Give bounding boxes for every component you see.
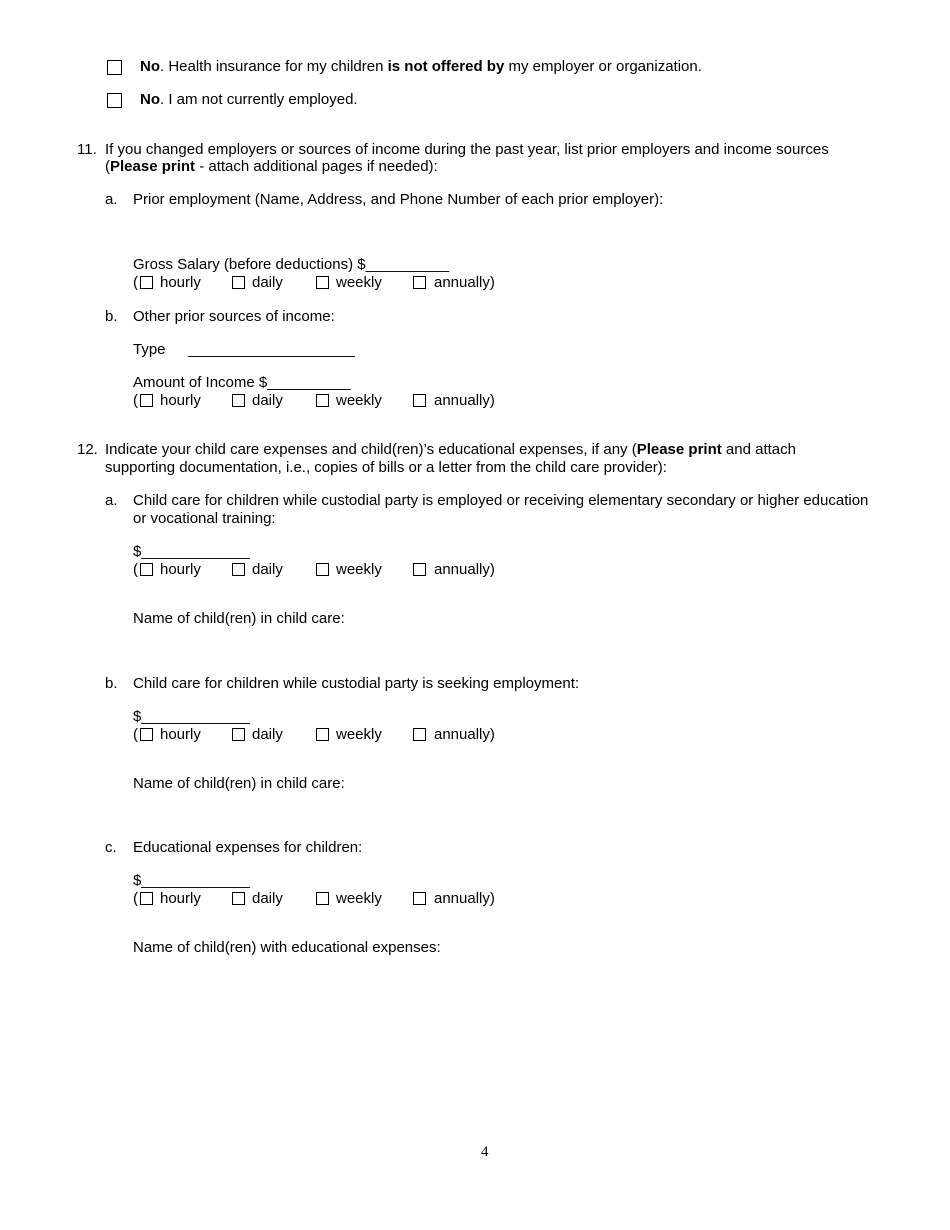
q12c-child-name-label: Name of child(ren) with educational expenses: — [133, 939, 441, 956]
q12a-annually-checkbox[interactable] — [413, 563, 426, 576]
q11-text-line1: If you changed employers or sources of income during the past year, list prior employers and income sources — [105, 141, 829, 158]
q11a-annually-label: annually) — [434, 274, 495, 291]
q12b-daily-label: daily — [252, 726, 283, 743]
q11b-hourly-checkbox[interactable] — [140, 394, 153, 407]
q11a-weekly-label: weekly — [336, 274, 382, 291]
q12a-letter: a. — [105, 492, 118, 509]
q11-number: 11. — [77, 141, 97, 158]
q12b-daily-checkbox[interactable] — [232, 728, 245, 741]
q12-number: 12. — [77, 441, 98, 458]
q11a-daily-label: daily — [252, 274, 283, 291]
not-employed-checkbox[interactable] — [107, 93, 122, 108]
q11a-annually-checkbox[interactable] — [413, 276, 426, 289]
q12c-letter: c. — [105, 839, 117, 856]
q12-text-line2: supporting documentation, i.e., copies of bills or a letter from the child care provider): — [105, 459, 667, 476]
q11b-weekly-checkbox[interactable] — [316, 394, 329, 407]
q12-text-line1: Indicate your child care expenses and child(ren)’s educational expenses, if any (Please print and attach — [105, 441, 796, 458]
q11b-annually-checkbox[interactable] — [413, 394, 426, 407]
q12a-daily-checkbox[interactable] — [232, 563, 245, 576]
q11b-daily-label: daily — [252, 392, 283, 409]
q12b-text: Child care for children while custodial party is seeking employment: — [133, 675, 580, 692]
q12a-text-line1: Child care for children while custodial party is employed or receiving elementary secondary or higher education — [133, 492, 869, 509]
q12a-weekly-checkbox[interactable] — [316, 563, 329, 576]
q12b-hourly-checkbox[interactable] — [140, 728, 153, 741]
q12a-frequency: ( — [133, 561, 138, 578]
q11a-daily-checkbox[interactable] — [232, 276, 245, 289]
q11a-hourly-label: hourly — [160, 274, 201, 291]
q12a-amount-field[interactable]: $_____________ — [133, 543, 250, 560]
q12b-weekly-checkbox[interactable] — [316, 728, 329, 741]
q11b-frequency: ( — [133, 392, 138, 409]
q11b-daily-checkbox[interactable] — [232, 394, 245, 407]
q12c-daily-checkbox[interactable] — [232, 892, 245, 905]
q12c-hourly-checkbox[interactable] — [140, 892, 153, 905]
q12a-child-name-label: Name of child(ren) in child care: — [133, 610, 345, 627]
q11a-weekly-checkbox[interactable] — [316, 276, 329, 289]
q12a-daily-label: daily — [252, 561, 283, 578]
q12c-hourly-label: hourly — [160, 890, 201, 907]
no-insurance-offered-checkbox[interactable] — [107, 60, 122, 75]
q12c-text: Educational expenses for children: — [133, 839, 363, 856]
q12b-annually-checkbox[interactable] — [413, 728, 426, 741]
amount-of-income-field[interactable]: Amount of Income $__________ — [133, 374, 351, 391]
q12c-weekly-checkbox[interactable] — [316, 892, 329, 905]
q11a-text: Prior employment (Name, Address, and Phone Number of each prior employer): — [133, 191, 664, 208]
q12b-letter: b. — [105, 675, 118, 692]
q12a-annually-label: annually) — [434, 561, 495, 578]
q12c-weekly-label: weekly — [336, 890, 382, 907]
q11-text-line2: (Please print - attach additional pages if needed): — [105, 158, 438, 175]
q11b-hourly-label: hourly — [160, 392, 201, 409]
q11b-text: Other prior sources of income: — [133, 308, 335, 325]
q12c-annually-label: annually) — [434, 890, 495, 907]
q11b-annually-label: annually) — [434, 392, 495, 409]
no-insurance-offered-label: No. Health insurance for my children is not offered by my employer or organization. — [140, 58, 702, 75]
q11a-hourly-checkbox[interactable] — [140, 276, 153, 289]
q11b-weekly-label: weekly — [336, 392, 382, 409]
q11b-letter: b. — [105, 308, 118, 325]
q11a-frequency: ( — [133, 274, 138, 291]
q12b-child-name-label: Name of child(ren) in child care: — [133, 775, 345, 792]
q12a-hourly-label: hourly — [160, 561, 201, 578]
not-employed-label: No. I am not currently employed. — [140, 91, 358, 108]
q12b-hourly-label: hourly — [160, 726, 201, 743]
type-label: Type — [133, 341, 166, 358]
q12b-frequency: ( — [133, 726, 138, 743]
page-number: 4 — [481, 1144, 489, 1160]
q12c-annually-checkbox[interactable] — [413, 892, 426, 905]
q12a-weekly-label: weekly — [336, 561, 382, 578]
type-field[interactable]: ____________________ — [188, 341, 355, 358]
gross-salary-field[interactable]: Gross Salary (before deductions) $__________ — [133, 256, 450, 273]
q12c-daily-label: daily — [252, 890, 283, 907]
q11a-letter: a. — [105, 191, 118, 208]
q12c-amount-field[interactable]: $_____________ — [133, 872, 250, 889]
q12b-annually-label: annually) — [434, 726, 495, 743]
q12b-amount-field[interactable]: $_____________ — [133, 708, 250, 725]
q12a-hourly-checkbox[interactable] — [140, 563, 153, 576]
q12b-weekly-label: weekly — [336, 726, 382, 743]
q12a-text-line2: or vocational training: — [133, 510, 276, 527]
q12c-frequency: ( — [133, 890, 138, 907]
